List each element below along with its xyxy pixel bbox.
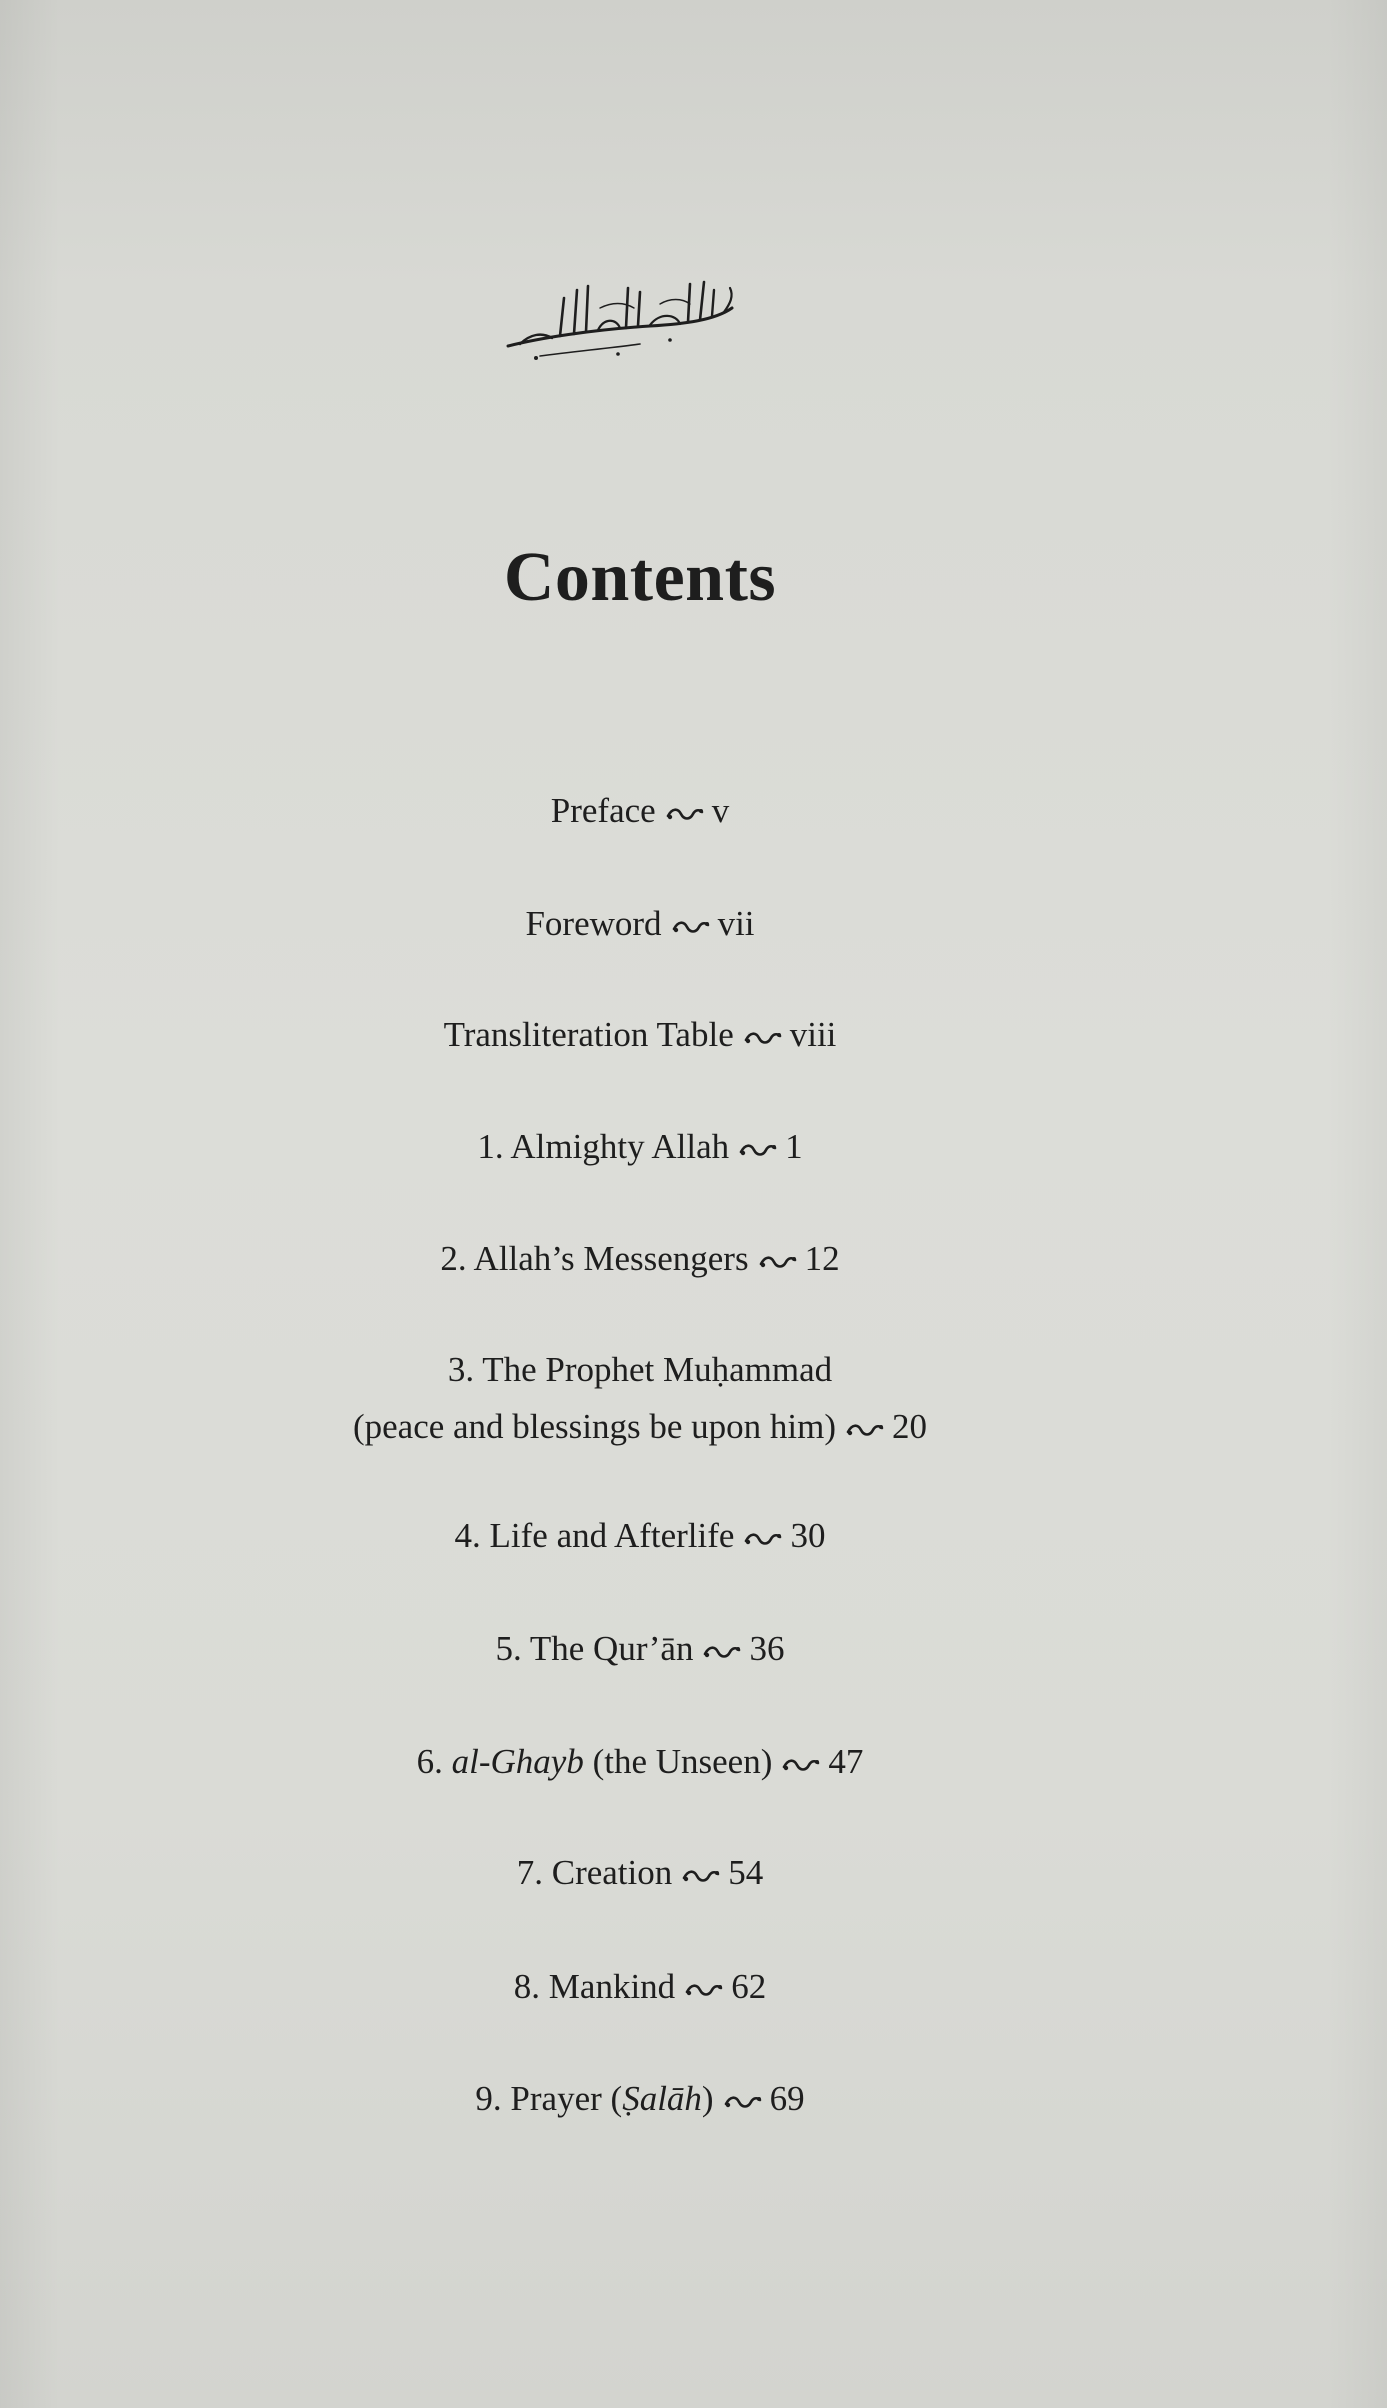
toc-entry-label: Transliteration Table bbox=[443, 1015, 734, 1054]
toc-entry-chapter-2 bbox=[0, 1231, 1280, 1287]
toc-entry-label: 2. Allah’s Messengers bbox=[440, 1239, 749, 1278]
toc-entry-label-italic: Ṣalāh bbox=[622, 2079, 702, 2118]
toc-entry-label: Preface bbox=[550, 791, 656, 830]
fleuron-ornament-icon bbox=[744, 1030, 782, 1046]
toc-page-number: 69 bbox=[769, 2079, 805, 2118]
fleuron-ornament-icon bbox=[666, 806, 704, 822]
toc-entry-label-prefix: 9. Prayer ( bbox=[475, 2079, 623, 2118]
toc-entry-chapter-7 bbox=[0, 1845, 1280, 1901]
toc-entry-label-italic: al-Ghayb bbox=[451, 1742, 584, 1781]
toc-page-number: 30 bbox=[790, 1516, 826, 1555]
fleuron-ornament-icon bbox=[682, 1868, 720, 1884]
toc-entry-label: Foreword bbox=[525, 904, 662, 943]
toc-entry-chapter-8 bbox=[0, 1959, 1280, 2015]
toc-page-number: 12 bbox=[804, 1239, 840, 1278]
toc-entry-label: 4. Life and Afterlife bbox=[454, 1516, 735, 1555]
toc-entry-label-suffix: (the Unseen) bbox=[583, 1742, 773, 1781]
toc-entry-label: 8. Mankind bbox=[513, 1967, 676, 2006]
toc-entry-label-prefix: 6. bbox=[416, 1742, 452, 1781]
toc-page-number: v bbox=[711, 791, 730, 830]
fleuron-ornament-icon bbox=[782, 1757, 820, 1773]
toc-entry-label: 1. Almighty Allah bbox=[477, 1127, 730, 1166]
fleuron-ornament-icon bbox=[724, 2094, 762, 2110]
fleuron-ornament-icon bbox=[739, 1142, 777, 1158]
toc-page-number: viii bbox=[789, 1015, 837, 1054]
toc-entry-label-line1: 3. The Prophet Muḥammad bbox=[447, 1350, 833, 1389]
toc-page-number: 47 bbox=[828, 1742, 864, 1781]
toc-page-number: 36 bbox=[749, 1629, 785, 1668]
toc-entry-foreword bbox=[0, 896, 1280, 952]
toc-entry-chapter-3-continued bbox=[0, 1399, 1280, 1455]
toc-page-number: 54 bbox=[728, 1853, 764, 1892]
page-edge-shadow bbox=[1327, 0, 1387, 2408]
toc-entry-chapter-3 bbox=[0, 1342, 1280, 1398]
toc-page-number: 20 bbox=[892, 1407, 928, 1446]
basmala-calligraphy bbox=[500, 268, 740, 368]
toc-entry-chapter-9 bbox=[0, 2071, 1280, 2127]
fleuron-ornament-icon bbox=[759, 1254, 797, 1270]
toc-entry-label: 5. The Qur’ān bbox=[495, 1629, 694, 1668]
toc-entry-chapter-4 bbox=[0, 1508, 1280, 1564]
toc-page-number: 62 bbox=[731, 1967, 767, 2006]
toc-page-number: vii bbox=[717, 904, 755, 943]
fleuron-ornament-icon bbox=[744, 1531, 782, 1547]
toc-entry-chapter-5 bbox=[0, 1621, 1280, 1677]
toc-entry-transliteration-table bbox=[0, 1007, 1280, 1063]
fleuron-ornament-icon bbox=[685, 1982, 723, 1998]
toc-entry-label-line2: (peace and blessings be upon him) bbox=[352, 1407, 837, 1446]
fleuron-ornament-icon bbox=[846, 1422, 884, 1438]
fleuron-ornament-icon bbox=[703, 1644, 741, 1660]
toc-entry-label-suffix: ) bbox=[701, 2079, 714, 2118]
toc-entry-chapter-1 bbox=[0, 1119, 1280, 1175]
toc-page-number: 1 bbox=[785, 1127, 803, 1166]
fleuron-ornament-icon bbox=[672, 919, 710, 935]
toc-entry-preface bbox=[0, 783, 1280, 839]
page-edge-shadow bbox=[0, 0, 60, 2408]
page-title: Contents bbox=[503, 539, 777, 616]
toc-entry-label: 7. Creation bbox=[516, 1853, 673, 1892]
toc-entry-chapter-6 bbox=[0, 1734, 1280, 1790]
